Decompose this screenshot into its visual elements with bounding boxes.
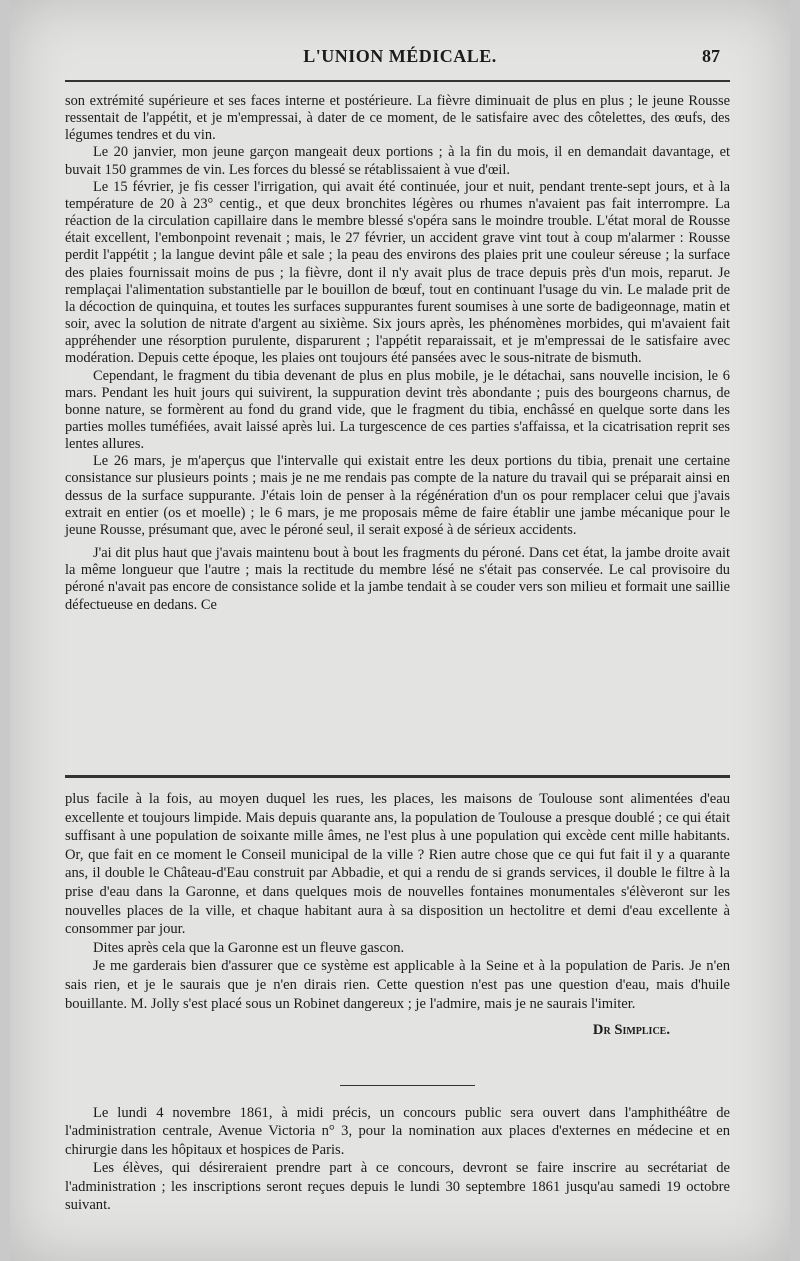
main-article [65,93,730,614]
notice-paragraph: Les élèves, qui désireraient prendre part à ce concours, devront se faire inscrire au secrétariat de l'administration ; les inscriptions seront reçues depuis le lundi 30 septembre 1861 jusqu'au samedi 19 octobre suivant. [65,1160,730,1214]
feuilleton-paragraph: Dites après cela que la Garonne est un fleuve gascon. [93,939,405,956]
feuilleton-paragraph: plus facile à la fois, au moyen duquel les rues, les places, les maisons de Toulouse sont alimentées d'eau excellente et toujours limpide. Mais depuis quarante ans, la population de Toulouse a presque doublé ; ce qui était suffisant à une population de soixante mille âmes, ne l'est plus à une population qui excède cent mille habitants. Or, que fait en ce moment le Conseil municipal de la ville ? Rien autre chose que ce qui fut fait il y a quarante ans, il double le Château-d'Eau construit par Abbadie, et qui a rendu de si grands services, il double le filtre à la prise d'eau dans la Garonne, et dans quelques mois de nouvelles fontaines monumentales s'élèveront sur les nouvelles places de la ville, et chaque habitant aura à sa disposition un hectolitre et demi d'eau excellente à consommer par jour. [65,791,730,938]
signature: Dr Simplice. [592,1022,670,1039]
article-paragraph: J'ai dit plus haut que j'avais maintenu bout à bout les fragments du péroné. Dans cet état, la jambe droite avait la même longueur que l'autre ; mais la rectitude du membre lésé ne s'était pas conservée. Le cal provisoire du péroné n'avait pas encore de consistance solide et la jambe tendait à se couder vers son milieu et formait une saillie défectueuse en dedans. Ce [65,545,730,613]
notice-section [65,1104,730,1214]
article-paragraph: Le 15 février, je fis cesser l'irrigation, qui avait été continuée, jour et nuit, pendant trente-sept jours, et à la température de 20 à 23° centig., et que deux bronchites légères ou rhumes n'avaient pas fait interrompre. La réaction de la circulation capillaire dans le membre blessé s'opéra sans le moindre trouble. L'état moral de Rousse était excellent, l'embonpoint revenait ; mais, le 27 février, un accident grave vint tout à coup m'alarmer : Rousse perdit l'appétit ; la langue devint pâle et sale ; la peau des environs des plaies prit une couleur séreuse ; la surface des plaies fournissait moins de pus ; la fièvre, dont il n'y avait plus de trace depuis près d'un mois, reparut. Je remplaçai l'alimentation substantielle par le bouillon de bœuf, tout en continuant l'usage du vin. Le malade prit de la décoction de quinquina, et toutes les surfaces suppurantes furent soumises à une sorte de badigeonnage, matin et soir, avec la solution de nitrate d'argent au sixième. Six jours après, les phénomènes morbides, qui m'avaient fait appréhender une résorption purulente, disparurent ; l'appétit reparaissait, et je m'empressai de le satisfaire avec modération. Depuis cette époque, les plaies ont toujours été pansées avec le sous-nitrate de bismuth. [65,178,730,367]
header-rule [65,80,730,82]
article-paragraph: Le 20 janvier, mon jeune garçon mangeait deux portions ; à la fin du mois, il en demandait davantage, et buvait 150 grammes de vin. Les forces du blessé se rétablissaient à vue d'œil. [65,144,730,178]
article-paragraph: Cependant, le fragment du tibia devenant de plus en plus mobile, je le détachai, sans nouvelle incision, le 6 mars. Pendant les huit jours qui suivirent, la suppuration devint très abondante ; puis des bourgeons charnus, de bonne nature, se formèrent au fond du grand vide, que le fragment du tibia, enchâssé en quelque sorte dans les parties molles tuméfiées, avait laissé après lui. La turgescence de ces parties s'affaissa, et la cicatrisation reprit ses lentes allures. [65,367,730,453]
notice-paragraph: Le lundi 4 novembre 1861, à midi précis, un concours public sera ouvert dans l'amphithéâtre de l'administration centrale, Avenue Victoria n° 3, pour la nomination aux places d'externes en médecine et en chirurgie dans les hôpitaux et hospices de Paris. [65,1105,730,1158]
running-title: L'UNION MÉDICALE. [303,46,497,66]
article-paragraph: Le 26 mars, je m'aperçus que l'intervalle qui existait entre les deux portions du tibia, prenait une certaine consistance sur plusieurs points ; mais je ne me rendais pas compte de la nature du travail qui se préparait ainsi en dessus de la surface suppurante. J'étais loin de penser à la régénération d'un os pour remplacer celui que j'avais extrait en entier (os et moelle) ; le 6 mars, je me proposais même de faire établir une jambe mécanique pour le jeune Rousse, présumant que, avec le péroné seul, il serait exposé à de sérieux accidents. [65,453,730,538]
article-paragraph: son extrémité supérieure et ses faces interne et postérieure. La fièvre diminuait de plus en plus ; le jeune Rousse ressentait de l'appétit, et je m'empressai, à dater de ce moment, de le satisfaire avec des côtelettes, des œufs, des légumes tendres et du vin. [65,93,730,144]
feuilleton-rule [65,775,730,778]
feuilleton-paragraph: Je me garderais bien d'assurer que ce système est applicable à la Seine et à la population de Paris. Je n'en sais rien, et je le saurais que je n'en dirais rien. Cette question n'est pas une question d'eau, mais d'huile bouillante. M. Jolly s'est placé sous un Robinet dangereux ; je l'admire, mais je ne saurais l'imiter. [65,958,730,1012]
page-header [10,46,790,74]
section-separator [340,1085,475,1086]
page-number: 87 [702,46,720,66]
feuilleton-section [65,790,730,1040]
newspaper-page [10,0,790,1261]
